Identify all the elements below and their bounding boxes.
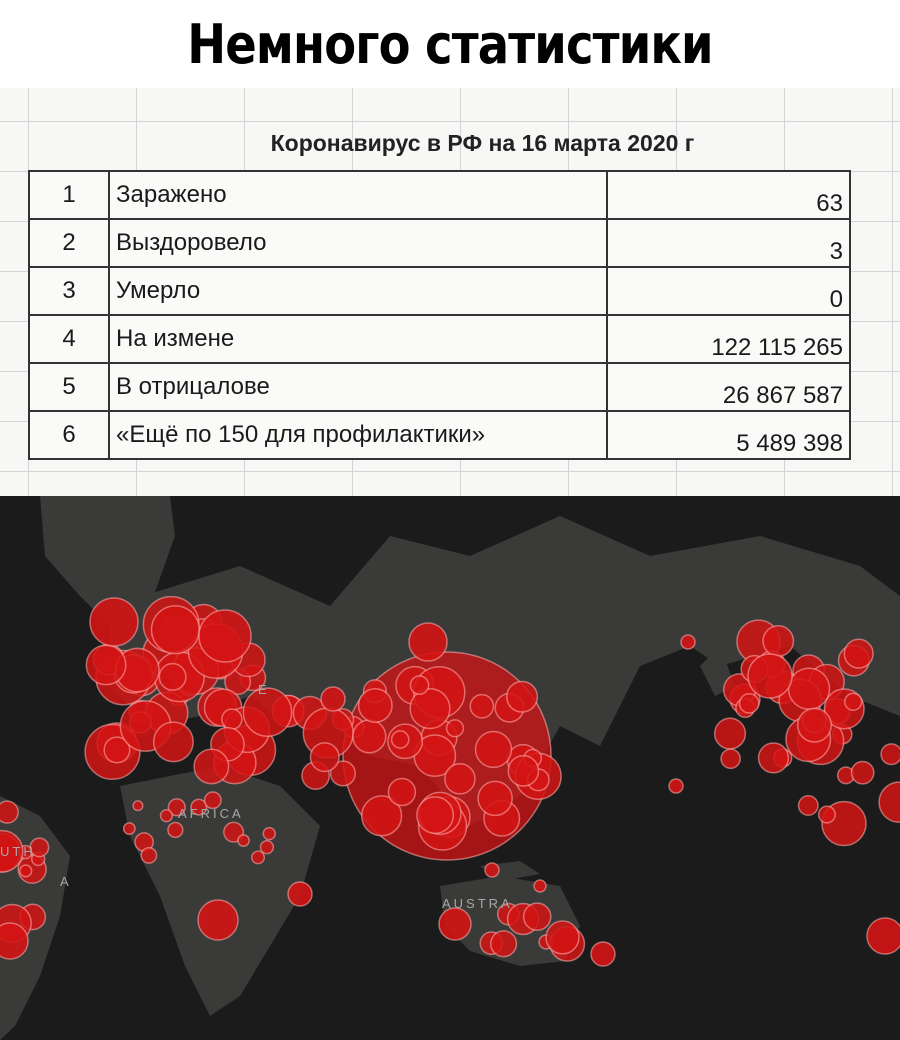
- table-title: Коронавирус в РФ на 16 марта 2020 г: [270, 130, 695, 156]
- table-row: [29, 219, 850, 267]
- case-bubble: [151, 606, 199, 654]
- case-bubble: [159, 664, 186, 691]
- case-bubble: [198, 900, 238, 940]
- case-bubble: [799, 796, 818, 815]
- row-value: 122 115 265: [607, 315, 850, 363]
- case-bubble: [445, 764, 475, 794]
- row-value: 26 867 587: [607, 363, 850, 411]
- case-bubble: [851, 761, 873, 783]
- row-label: Умерло: [109, 267, 607, 315]
- table-row: [29, 363, 850, 411]
- case-bubble: [141, 848, 156, 863]
- table-row: [29, 267, 850, 315]
- case-bubble: [321, 687, 345, 711]
- case-bubble: [546, 921, 579, 954]
- table-row: [29, 411, 850, 459]
- row-value: 0: [607, 267, 850, 315]
- case-bubble: [353, 720, 386, 753]
- spreadsheet: [0, 88, 900, 496]
- case-bubble: [669, 779, 683, 793]
- page-headline: Немного статистики: [187, 12, 713, 76]
- australia-label: AUSTRA: [442, 896, 513, 911]
- row-number: 1: [29, 171, 109, 219]
- case-bubble: [507, 681, 538, 712]
- table-row: [29, 171, 850, 219]
- case-bubble: [263, 828, 275, 840]
- case-bubble: [154, 722, 193, 761]
- case-bubble: [789, 668, 830, 709]
- row-label: Выздоровело: [109, 219, 607, 267]
- case-bubble: [260, 841, 273, 854]
- case-bubble: [485, 863, 499, 877]
- row-label: Заражено: [109, 171, 607, 219]
- case-bubble: [721, 749, 740, 768]
- case-bubble: [763, 626, 793, 656]
- case-bubble: [476, 731, 512, 767]
- europe-label: E: [258, 682, 270, 697]
- row-value: 63: [607, 171, 850, 219]
- case-bubble: [819, 806, 836, 823]
- africa-label: AFRICA: [178, 806, 244, 821]
- case-bubble: [199, 610, 251, 662]
- case-bubble: [524, 903, 551, 930]
- case-bubble: [238, 835, 249, 846]
- case-bubble: [0, 801, 18, 823]
- case-bubble: [681, 635, 695, 649]
- case-bubble: [491, 931, 517, 957]
- case-bubble: [759, 743, 789, 773]
- case-bubble: [410, 689, 450, 729]
- south-america-label-2: A: [60, 874, 72, 889]
- case-bubble: [124, 823, 135, 834]
- row-number: 6: [29, 411, 109, 459]
- case-bubble: [222, 709, 242, 729]
- case-bubble: [133, 801, 143, 811]
- row-label: «Ещё по 150 для профилактики»: [109, 411, 607, 459]
- case-bubble: [508, 756, 538, 786]
- case-bubble: [591, 942, 615, 966]
- case-bubble: [417, 797, 453, 833]
- case-bubble: [534, 880, 546, 892]
- row-number: 4: [29, 315, 109, 363]
- row-number: 3: [29, 267, 109, 315]
- case-bubble: [748, 654, 792, 698]
- case-bubble: [409, 623, 447, 661]
- case-bubble: [194, 749, 228, 783]
- case-bubble: [470, 695, 493, 718]
- case-bubble: [798, 708, 832, 742]
- case-bubble: [288, 882, 312, 906]
- case-bubble: [867, 918, 900, 954]
- case-bubble: [845, 693, 862, 710]
- case-bubble: [0, 923, 28, 959]
- case-bubble: [90, 598, 138, 646]
- row-value: 3: [607, 219, 850, 267]
- stats-table: [28, 170, 851, 460]
- case-bubble: [86, 645, 125, 684]
- case-bubble: [20, 865, 32, 877]
- case-bubble: [740, 694, 759, 713]
- case-bubble: [715, 718, 746, 749]
- case-bubble: [478, 781, 512, 815]
- row-label: В отрицалове: [109, 363, 607, 411]
- table-row: [29, 315, 850, 363]
- case-bubble: [310, 743, 339, 772]
- case-bubble: [388, 778, 415, 805]
- case-bubble: [844, 639, 873, 668]
- case-bubble: [447, 720, 464, 737]
- case-bubble: [252, 851, 265, 864]
- case-bubble: [410, 676, 428, 694]
- world-map: [0, 496, 900, 1040]
- case-bubble: [881, 744, 900, 765]
- case-bubble: [160, 810, 172, 822]
- case-bubble: [879, 782, 900, 822]
- case-bubble: [439, 908, 471, 940]
- row-value: 5 489 398: [607, 411, 850, 459]
- row-number: 2: [29, 219, 109, 267]
- case-bubble: [392, 731, 409, 748]
- case-bubble: [359, 689, 392, 722]
- case-bubble: [168, 823, 183, 838]
- south-america-label: UTH: [0, 844, 36, 859]
- row-number: 5: [29, 363, 109, 411]
- row-label: На измене: [109, 315, 607, 363]
- world-map-svg: [0, 496, 900, 1040]
